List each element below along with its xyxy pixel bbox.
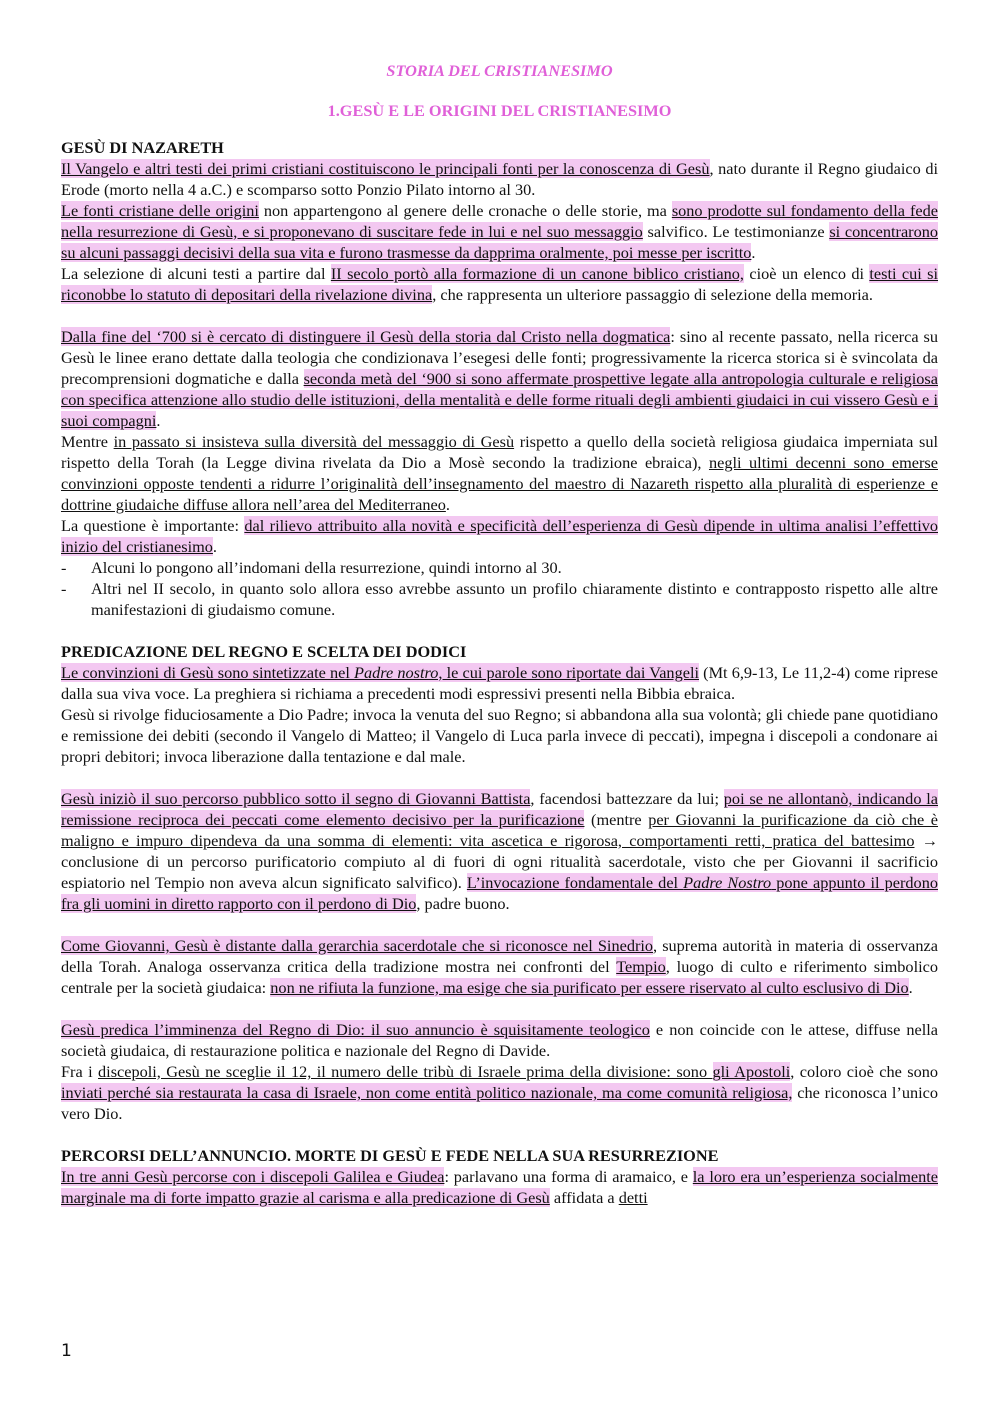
paragraph	[61, 263, 938, 305]
highlighted-text: II secolo portò alla formazione di un canone biblico cristiano,	[330, 264, 744, 283]
highlighted-text: Gesù predica l’imminenza del Regno di Dio: il suo annuncio è squisitamente teologico	[61, 1020, 650, 1039]
highlighted-text: testi cui si riconobbe lo statuto di depositari della rivelazione divina	[61, 264, 939, 304]
paragraph	[61, 431, 938, 515]
text: , facendosi battezzare da lui;	[530, 789, 724, 808]
highlighted-text: Tempio	[616, 957, 666, 976]
highlighted-text: dal rilievo attribuito alla novità e specificità dell’esperienza di Gesù dipende in ultima analisi l’effettivo inizio del cristianesimo	[61, 516, 938, 556]
arrow-icon: →	[914, 831, 938, 850]
text: .	[156, 411, 161, 430]
section-heading-percorsi: PERCORSI DELL’ANNUNCIO. MORTE DI GESÙ E FEDE NELLA SUA RESURREZIONE	[61, 1146, 719, 1165]
text: affidata a	[549, 1188, 619, 1207]
text: : parlavano una forma di aramaico, e	[444, 1167, 693, 1186]
section-heading-predicazione: PREDICAZIONE DEL REGNO E SCELTA DEI DODICI	[61, 642, 467, 661]
list-item-text: Altri nel II secolo, in quanto solo allora esso avrebbe assunto un profilo chiaramente distinto e contrapposto rispetto alle altre manifestazioni di giudaismo comune.	[91, 579, 938, 619]
highlighted-italic-text: Padre Nostro	[683, 873, 772, 892]
text: che riconosca l’unico vero Dio.	[61, 1083, 938, 1123]
highlighted-text: inviati perché sia restaurata la casa di Israele, non come entità politico nazionale, ma come comunità religiosa,	[61, 1083, 793, 1102]
highlighted-text: si concentrarono su alcuni passaggi decisivi della sua vita e furono trasmesse da dapprima oralmente, poi messe per iscritto	[61, 222, 939, 262]
highlighted-italic-text: Padre nostro	[354, 663, 439, 682]
text: , coloro cioè che sono	[790, 1062, 939, 1081]
spacer	[61, 998, 938, 1019]
highlighted-text: la loro era un’esperienza socialmente marginale ma di forte impatto grazie al carisma e alla predicazione di Gesù	[61, 1167, 938, 1207]
highlighted-text: Il Vangelo e altri testi dei primi cristiani costituiscono le principali fonti per la conoscenza di Gesù	[61, 159, 710, 178]
text: : sino al recente passato, nella ricerca su Gesù le linee erano dettate dalla teologia che condizionava l’esegesi delle fonti; progressivamente la ricerca storica si è svincolata da precomprensioni dogmatiche e dalla	[61, 327, 938, 388]
text: cioè un elenco di	[744, 264, 870, 283]
paragraph	[61, 326, 938, 431]
text: La selezione di alcuni testi a partire dal	[61, 264, 331, 283]
text: rispetto a quello della società religiosa giudaica imperniata sul rispetto della Torah (la Legge divina rivelata da Dio a Mosè secondo la tradizione ebraica),	[61, 432, 938, 472]
highlighted-text: gli Apostoli	[712, 1062, 791, 1081]
spacer	[61, 767, 938, 788]
text: , padre buono.	[416, 894, 510, 913]
highlighted-text: Le convinzioni di Gesù sono sintetizzate nel	[61, 663, 355, 682]
highlighted-text: poi se ne allontanò, indicando la remissione reciproca dei peccati come elemento decisivo per la purificazione	[61, 789, 938, 829]
spacer	[61, 1124, 938, 1145]
highlighted-text: L’invocazione fondamentale del	[466, 873, 684, 892]
paragraph	[61, 515, 938, 557]
paragraph	[61, 935, 938, 998]
text: salvifico. Le testimonianze	[642, 222, 830, 241]
text: Fra i	[61, 1062, 99, 1081]
text: , suprema autorità in materia di osservanza della Torah. Analoga osservanza critica della tradizione mostra nei confronti del	[61, 936, 938, 976]
text: , luogo di culto e riferimento simbolico centrale per la società giudaica:	[61, 957, 938, 997]
highlighted-text: Dalla fine del ‘700 si è cercato di distinguere il Gesù della storia dal Cristo nella dogmatica	[61, 327, 671, 346]
paragraph	[61, 1019, 938, 1061]
list-item	[61, 578, 938, 620]
text: , nato durante il Regno giudaico di Erode (morto nella 4 a.C.) e scomparso sotto Ponzio Pilato intorno al 30.	[61, 159, 939, 199]
list-dash: -	[61, 558, 67, 577]
highlighted-text: pone appunto il perdono fra gli uomini in diretto rapporto con il perdono di Dio	[61, 873, 938, 913]
paragraph: Gesù si rivolge fiduciosamente a Dio Padre; invoca la venuta del suo Regno; si abbandona alla sua volontà; gli chiede pane quotidiano e remissione dei debiti (secondo il Vangelo di Matteo; il Vangelo di Luca parla invece di peccati), impegna i discepoli a condonare ai propri debitori; invoca liberazione dalla tentazione e dal male.	[61, 705, 938, 766]
underlined-text: per Giovanni la purificazione da ciò che è maligno e impuro dipendeva da una somma di elementi: vita ascetica e rigorosa, comportamenti retti, pratica del battesimo	[61, 810, 939, 850]
highlighted-text: non ne rifiuta la funzione, ma esige che sia purificato per essere riservato al culto esclusivo di Dio	[270, 978, 909, 997]
underlined-text: discepoli, Gesù ne sceglie il 12, il numero delle tribù di Israele prima della divisione: sono	[98, 1062, 713, 1081]
text: (mentre	[584, 810, 649, 829]
paragraph	[61, 158, 938, 200]
spacer	[61, 305, 938, 326]
text: La questione è importante:	[61, 516, 245, 535]
list-item	[61, 557, 938, 578]
highlighted-text: Gesù iniziò il suo percorso pubblico sotto il segno di Giovanni Battista	[61, 789, 531, 808]
text: non appartengono al genere delle cronache o delle storie, ma	[258, 201, 672, 220]
document-title: STORIA DEL CRISTIANESIMO	[386, 61, 613, 80]
list-dash: -	[61, 579, 67, 598]
spacer	[61, 620, 938, 641]
paragraph	[61, 1061, 938, 1124]
text: .	[751, 243, 756, 262]
highlighted-text: seconda metà del ‘900 si sono affermate prospettive legate alla antropologia culturale e religiosa con specifica attenzione allo studio delle istituzioni, della mentalità e delle forme rituali degli ambienti giudaici in cui vissero Gesù e i suoi compagni	[61, 369, 938, 430]
chapter-title: 1.GESÙ E LE ORIGINI DEL CRISTIANESIMO	[327, 101, 672, 120]
highlighted-text: , le cui parole sono riportate dai Vangeli	[438, 663, 699, 682]
text: e non coincide con le attese, diffuse nella società giudaica, di restaurazione politica e nazionale del Regno di Davide.	[61, 1020, 938, 1060]
text: .	[445, 495, 450, 514]
text: , che rappresenta un ulteriore passaggio di selezione della memoria.	[432, 285, 873, 304]
list-item-text: Alcuni lo pongono all’indomani della resurrezione, quindi intorno al 30.	[91, 558, 562, 577]
spacer	[61, 914, 938, 935]
bullet-list	[61, 557, 938, 620]
paragraph	[61, 200, 938, 263]
paragraph	[61, 662, 938, 704]
page-number: 1	[61, 1341, 72, 1361]
underlined-text: detti	[618, 1188, 648, 1207]
underlined-text: negli ultimi decenni sono emerse convinzioni opposte tendenti a ridurre l’originalità dell’insegnamento del maestro di Nazareth rispetto alla pluralità di esperienze e dottrine giudaiche diffuse allora nell’area del Mediterraneo	[61, 453, 938, 514]
paragraph	[61, 788, 938, 914]
text: .	[212, 537, 217, 556]
paragraph	[61, 1166, 938, 1208]
highlighted-text: In tre anni Gesù percorse con i discepoli Galilea e Giudea	[61, 1167, 445, 1186]
text: (Mt 6,9-13, Le 11,2-4) come riprese dalla sua viva voce. La preghiera si richiama a precedenti modi espressivi presenti nella Bibbia ebraica.	[61, 663, 938, 703]
section-heading-gesu-di-nazareth: GESÙ DI NAZARETH	[61, 138, 224, 157]
underlined-text: in passato si insisteva sulla diversità del messaggio di Gesù	[113, 432, 515, 451]
highlighted-text: Come Giovanni, Gesù è distante dalla gerarchia sacerdotale che si riconosce nel Sinedrio	[61, 936, 654, 955]
page-content	[61, 60, 938, 1208]
text: conclusione di un percorso purificatorio compiuto al di fuori di ogni ritualità sacerdotale, visto che per Giovanni il sacrificio espiatorio nel Tempio non aveva alcun significato salvifico).	[61, 852, 938, 892]
text: .	[908, 978, 913, 997]
text: Mentre	[61, 432, 114, 451]
highlighted-text: sono prodotte sul fondamento della fede nella resurrezione di Gesù, e si proponevano di suscitare fede in lui e nel suo messaggio	[61, 201, 938, 241]
highlighted-text: Le fonti cristiane delle origini	[61, 201, 259, 220]
